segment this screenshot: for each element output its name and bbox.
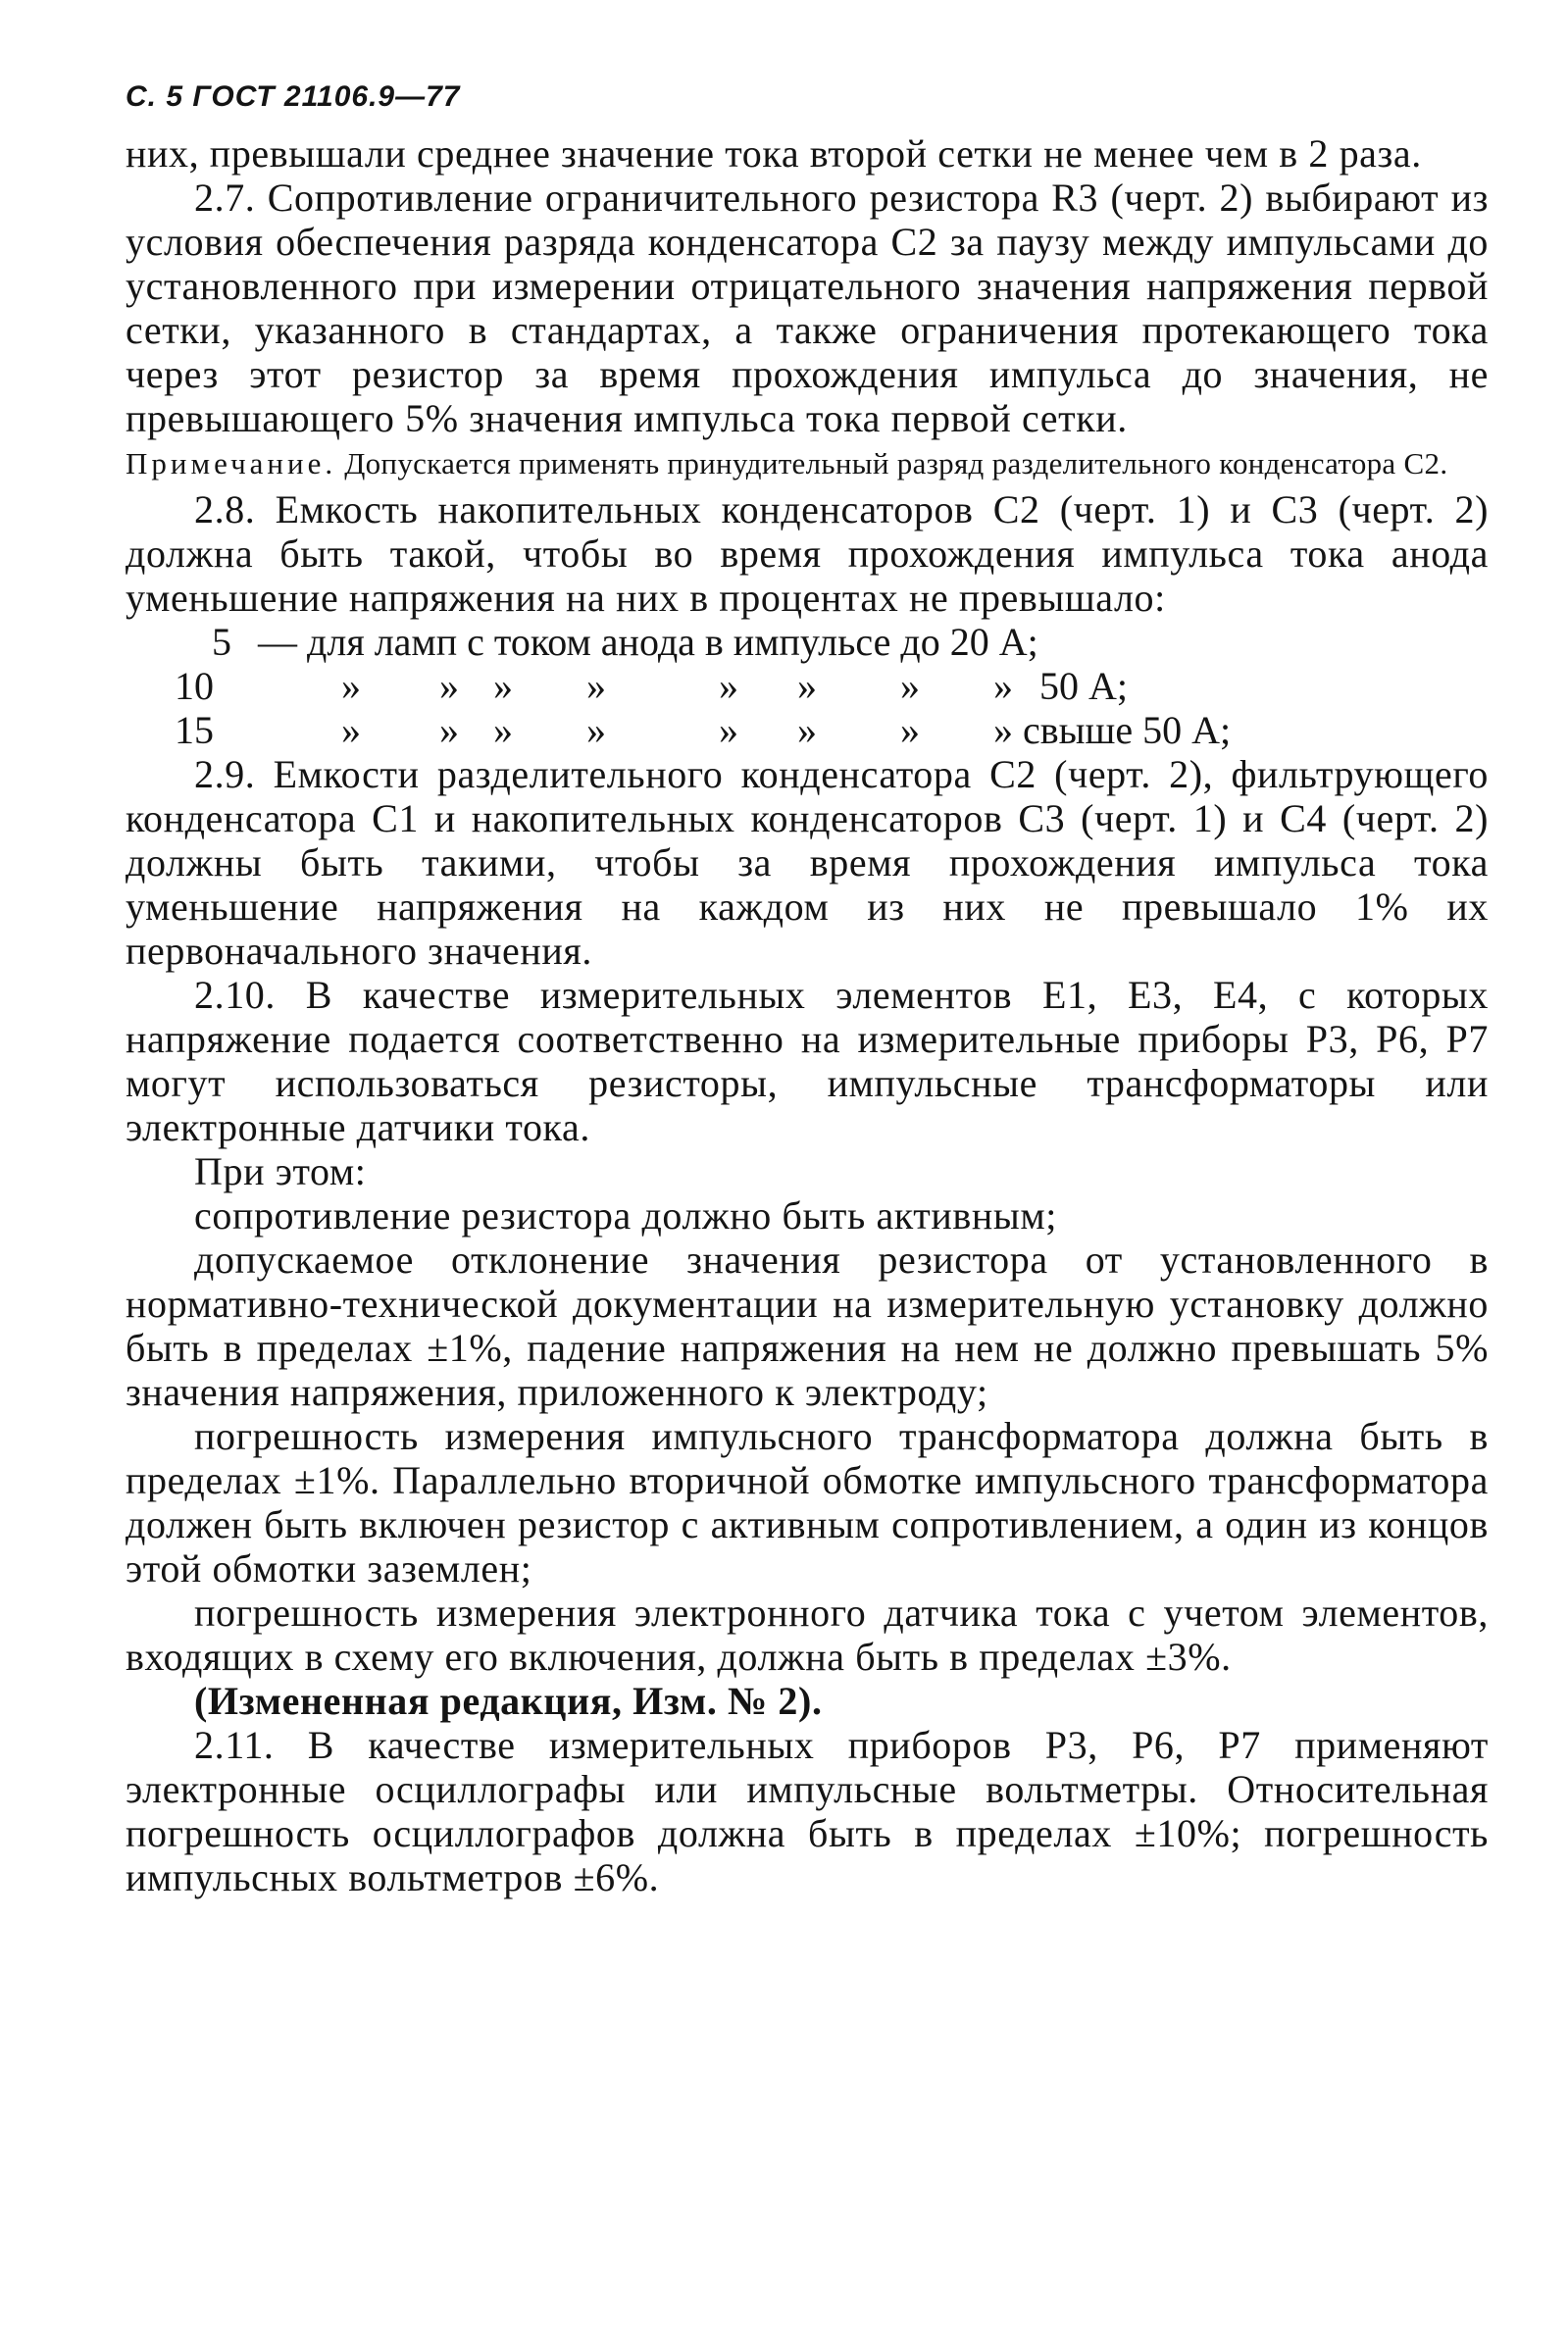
document-page: [126, 80, 1489, 1899]
list-item: [126, 708, 1489, 752]
ditto-mark: »: [341, 664, 361, 708]
paragraph-sensor-error: погрешность измерения электронного датчика тока с учетом элементов, входящих в схему его включения, должна быть в пределах ±3%.: [126, 1591, 1489, 1679]
paragraph-2-11: 2.11. В качестве измерительных приборов P3, P6, P7 применяют электронные осциллографы или импульсные вольтметры. Относительная погрешность осциллографов должна быть в пределах ±10%; погрешность импульсных вольтметров ±6%.: [126, 1723, 1489, 1899]
paragraph-2-9: 2.9. Емкости разделительного конденсатора C2 (черт. 2), фильтрующего конденсатора C1 и накопительных конденсаторов C3 (черт. 1) и C4 (черт. 2) должны быть такими, чтобы за время прохождения импульса тока уменьшение напряжения на каждом из них не превышало 1% их первоначального значения.: [126, 752, 1489, 973]
list-item: [126, 620, 1489, 664]
list-text: 50 А;: [1039, 664, 1128, 708]
list-number: 5: [212, 620, 231, 664]
list-text: для ламп с током анода в импульсе до 20 А;: [307, 620, 1038, 664]
list-dash: —: [258, 620, 297, 664]
paragraph-pri-etom: При этом:: [194, 1149, 367, 1193]
list-item: [126, 664, 1489, 708]
ditto-mark: »: [439, 664, 459, 708]
paragraph-2-7: 2.7. Сопротивление ограничительного резистора R3 (черт. 2) выбирают из условия обеспечения разряда конденсатора C2 за паузу между импульсами до установленного при измерении отрицательного значения напряжения первой сетки, указанного в стандартах, а также ограничения протекающего тока через этот резистор за время прохождения импульса до значения, не превышающего 5% значения импульса тока первой сетки.: [126, 176, 1489, 440]
ditto-mark: »: [493, 664, 513, 708]
ditto-mark: »: [586, 708, 606, 752]
paragraph-2-10: 2.10. В качестве измерительных элементов E1, E3, E4, с которых напряжение подается соответственно на измерительные приборы P3, P6, P7 могут использоваться резисторы, импульсные трансформаторы или электронные датчики тока.: [126, 973, 1489, 1149]
ditto-mark: »: [797, 708, 817, 752]
ditto-mark: »: [900, 708, 920, 752]
list-number: 10: [175, 664, 214, 708]
page-header: С. 5 ГОСТ 21106.9—77: [126, 80, 461, 113]
ditto-mark: »: [341, 708, 361, 752]
list-text: » свыше 50 А;: [993, 708, 1232, 752]
note-label: Примечание.: [126, 446, 337, 480]
ditto-mark: »: [719, 664, 738, 708]
ditto-mark: »: [586, 664, 606, 708]
paragraph-transformer-error: погрешность измерения импульсного трансформатора должна быть в пределах ±1%. Параллельно вторичной обмотке импульсного трансформатора должен быть включен резистор с активным сопротивлением, а один из концов этой обмотки заземлен;: [126, 1414, 1489, 1591]
note-text: Допускается применять принудительный разряд разделительного конденсатора C2.: [344, 446, 1448, 480]
ditto-mark: »: [900, 664, 920, 708]
ditto-mark: »: [993, 664, 1013, 708]
amendment-note: (Измененная редакция, Изм. № 2).: [194, 1679, 823, 1723]
ditto-mark: »: [797, 664, 817, 708]
ditto-mark: »: [493, 708, 513, 752]
ditto-mark: »: [719, 708, 738, 752]
paragraph-tolerance: допускаемое отклонение значения резистора от установленного в нормативно-технической документации на измерительную установку должно быть в пределах ±1%, падение напряжения на нем не должно превышать 5% значения напряжения, приложенного к электроду;: [126, 1238, 1489, 1414]
ditto-mark: »: [439, 708, 459, 752]
paragraph-resistance: сопротивление резистора должно быть активным;: [194, 1193, 1057, 1238]
paragraph-2-8: 2.8. Емкость накопительных конденсаторов C2 (черт. 1) и C3 (черт. 2) должна быть такой, чтобы во время прохождения импульса тока анода уменьшение напряжения на них в процентах не превышало:: [126, 487, 1489, 620]
note: [126, 446, 1489, 481]
list-number: 15: [175, 708, 214, 752]
paragraph-continuation: них, превышали среднее значение тока второй сетки не менее чем в 2 раза.: [126, 131, 1422, 176]
